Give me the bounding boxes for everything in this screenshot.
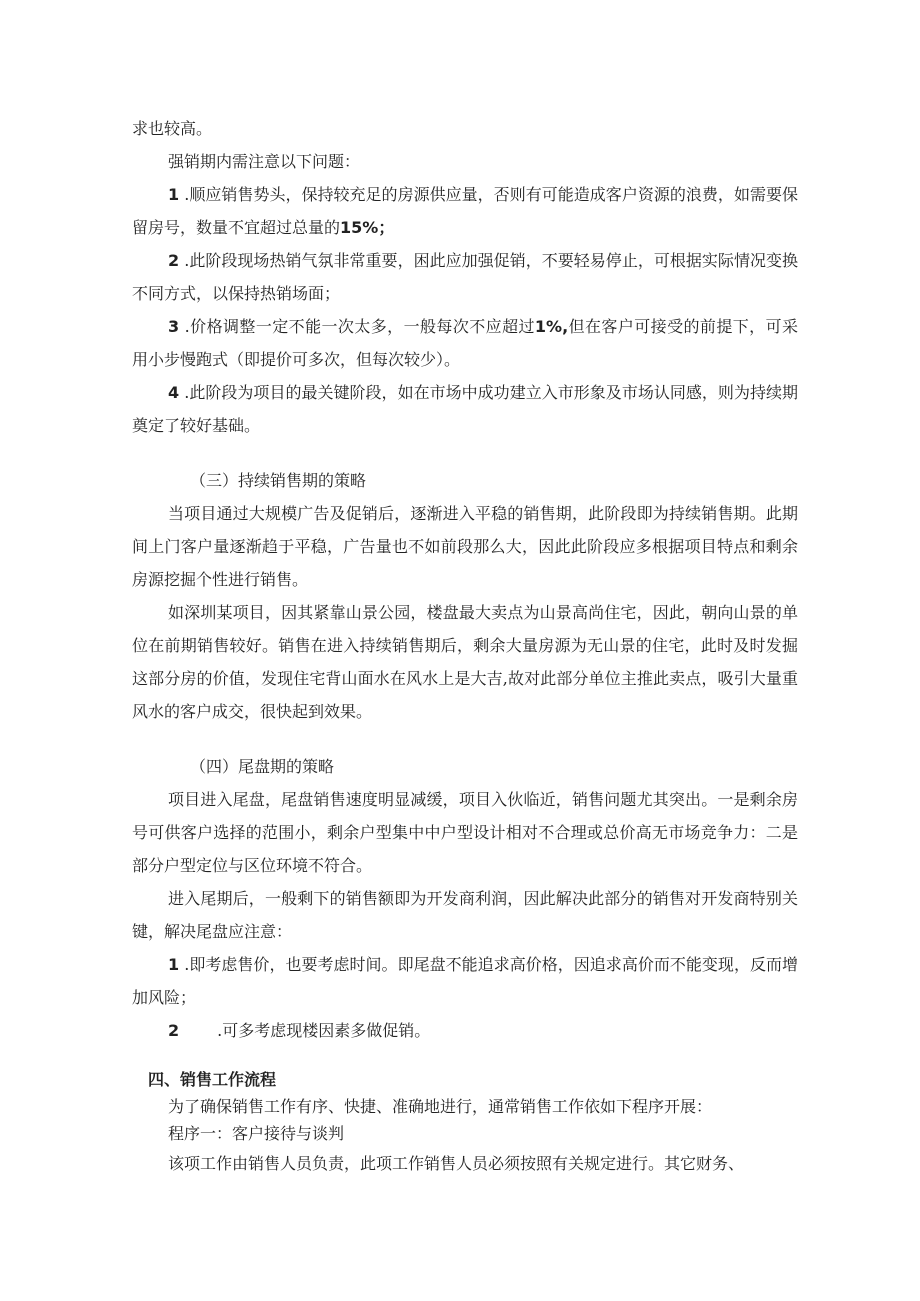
item-text-b: 但在客户可接受的前提下，可采用小步慢跑式（即提价可多次，但每次较少）。	[132, 317, 798, 369]
tail-item-2	[132, 1014, 798, 1047]
item-bold: 1%,	[534, 317, 569, 336]
document-page	[132, 112, 798, 1180]
tail-item-1	[132, 948, 798, 1014]
spacer	[132, 442, 798, 464]
section-4-paragraph-2: 进入尾期后，一般剩下的销售额即为开发商利润，因此解决此部分的销售对开发商特别关键，解决尾盘应注意：	[132, 889, 798, 941]
strong-period-heading: 强销期内需注意以下问题：	[168, 152, 361, 171]
section-4-title: （四）尾盘期的策略	[190, 757, 335, 776]
section-3-title: （三）持续销售期的策略	[190, 471, 367, 490]
item-text: .顺应销售势头，保持较充足的房源供应量，否则有可能造成客户资源的浪费，如需要保留房号，数量不宜超过总量的	[132, 185, 798, 237]
item-text: .价格调整一定不能一次太多，一般每次不应超过	[184, 317, 535, 336]
chapter-4-paragraph-1: 为了确保销售工作有序、快捷、准确地进行，通常销售工作依如下程序开展：	[168, 1097, 713, 1116]
section-4-paragraph-1: 项目进入尾盘，尾盘销售速度明显减缓，项目入伙临近，销售问题尤其突出。一是剩余房号可供客户选择的范围小，剩余户型集中中户型设计相对不合理或总价高无市场竞争力：二是部分户型定位与区位环境不符合。	[132, 790, 798, 875]
strong-item-2	[132, 244, 798, 310]
item-text: .此阶段为项目的最关键阶段，如在市场中成功建立入市形象及市场认同感，则为持续期奠定了较好基础。	[132, 383, 798, 435]
item-bold: 15%；	[340, 218, 395, 237]
paragraph-intro: 求也较高。	[132, 119, 213, 138]
section-3-paragraph-2: 如深圳某项目，因其紧靠山景公园，楼盘最大卖点为山景高尚住宅，因此，朝向山景的单位在前期销售较好。销售在进入持续销售期后，剩余大量房源为无山景的住宅，此时及时发掘这部分房的价值，发现住宅背山面水在风水上是大吉,故对此部分单位主推此卖点，吸引大量重风水的客户成交，很快起到效果。	[132, 603, 798, 721]
item-number: 1	[168, 955, 180, 974]
spacer	[132, 1047, 798, 1067]
item-number: 2	[168, 1021, 180, 1040]
item-text: .此阶段现场热销气氛非常重要，困此应加强促销，不要轻易停止，可根据实际情况变换不同方式，以保持热销场面；	[132, 251, 798, 303]
item-number: 3	[168, 317, 180, 336]
item-number: 1	[168, 185, 180, 204]
spacer	[132, 728, 798, 750]
item-number: 4	[168, 383, 180, 402]
strong-item-1	[132, 178, 798, 244]
item-number: 2	[168, 251, 180, 270]
strong-item-3	[132, 310, 798, 376]
chapter-4-title: 四、销售工作流程	[148, 1070, 277, 1089]
item-text: .即考虑售价，也要考虑时间。即尾盘不能追求高价格，因追求高价而不能变现，反而增加风险；	[132, 955, 798, 1007]
section-3-paragraph-1: 当项目通过大规模广告及促销后，逐渐进入平稳的销售期，此阶段即为持续销售期。此期间上门客户量逐渐趋于平稳，广告量也不如前段那么大，因此此阶段应多根据项目特点和剩余房源挖掘个性进行销售。	[132, 504, 798, 589]
strong-item-4	[132, 376, 798, 442]
item-text: .可多考虑现楼因素多做促销。	[217, 1021, 431, 1040]
chapter-4-paragraph-2: 该项工作由销售人员负责，此项工作销售人员必须按照有关规定进行。其它财务、	[168, 1154, 745, 1173]
chapter-4-step-1: 程序一：客户接待与谈判	[168, 1124, 345, 1143]
